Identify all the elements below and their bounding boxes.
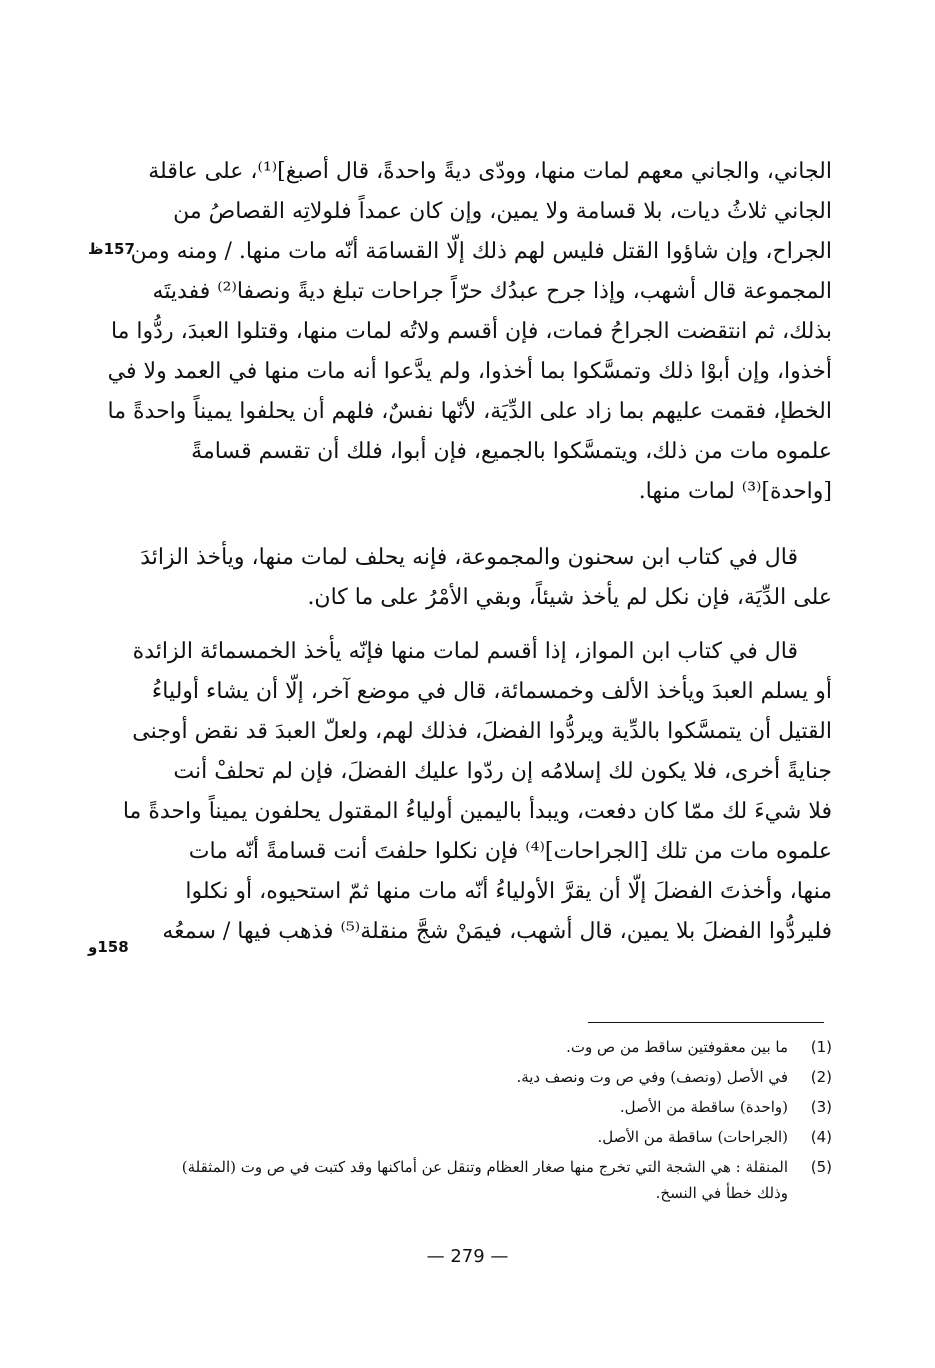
footnote (160, 1124, 832, 1150)
margin-folio-note: 158و (88, 938, 129, 956)
footnotes (160, 1034, 832, 1210)
margin-folio-note: 157ظ (88, 240, 135, 258)
footnote-text: في الأصل (ونصف) وفي ص وت ونصف دية. (516, 1068, 788, 1086)
footnote-text: (الجراحات) ساقطة من الأصل. (597, 1128, 788, 1146)
footnote-text: المنقلة : هي الشجة التي تخرج منها صغار العظام وتنقل عن أماكنها وقد كتبت في ص وت (المثقلة) وذلك خطأ في النسخ. (181, 1158, 788, 1202)
text-line: القتيل أن يتمسَّكوا بالدِّية ويردُّوا الفضلَ، فذلك لهم، ولعلّ العبدَ قد نقض أوجنى (132, 719, 832, 744)
footnote-number: (5) (810, 1158, 832, 1176)
text-line: قال في كتاب ابن المواز، إذا أقسم لمات منها فإنّه يأخذ الخمسمائة الزائدة (132, 639, 798, 664)
text-line: الجاني ثلاثُ ديات، بلا قسامة ولا يمين، وإن كان عمداً فلولاتِه القصاصُ من (173, 199, 832, 224)
text-line: علموه مات من تلك [الجراحات]⁽⁴⁾ فإن نكلوا حلفتَ أنت قسامةً أنّه مات (188, 839, 832, 864)
footnote-number: (1) (810, 1038, 832, 1056)
text-line: علموه مات من ذلك، ويتمسَّكوا بالجميع، فإن أبوا، فلك أن تقسم قسامةً (191, 439, 832, 464)
text-line: الجاني، والجاني معهم لمات منها، وودّى ديةً واحدةً، قال أصبغ]⁽¹⁾، على عاقلة (148, 159, 832, 184)
footnote-number: (2) (810, 1068, 832, 1086)
text-line: [واحدة]⁽³⁾ لمات منها. (638, 479, 832, 504)
paragraph-3 (122, 632, 832, 952)
text-line: منها، وأخذتَ الفضلَ إلّا أن يقرَّ الأولياءُ أنّه مات منها ثمّ استحيوه، أو نكلوا (185, 879, 832, 904)
footnote-number: (4) (810, 1128, 832, 1146)
footnote (160, 1034, 832, 1060)
footnote-separator (588, 1022, 824, 1023)
footnote (160, 1094, 832, 1120)
footnote-text: (واحدة) ساقطة من الأصل. (619, 1098, 788, 1116)
text-line: بذلك، ثم انتقضت الجراحُ فمات، فإن أقسم ولاتُه لمات منها، وقتلوا العبدَ، ردُّوا ما (110, 319, 832, 344)
text-line: الجراح، وإن شاؤوا القتل فليس لهم ذلك إلّا القسامَة أنّه مات منها. / ومنه ومن (130, 239, 832, 264)
paragraph-2 (140, 538, 832, 618)
text-line: قال في كتاب ابن سحنون والمجموعة، فإنه يحلف لمات منها، ويأخذ الزائدَ (140, 545, 798, 570)
text-line: على الدِّيَة، فإن نكل لم يأخذ شيئاً، وبقي الأمْرُ على ما كان. (307, 585, 832, 610)
footnote-number: (3) (810, 1098, 832, 1116)
text-line: أخذوا، وإن أبوْا ذلك وتمسَّكوا بما أخذوا، ولم يدَّعوا أنه مات منها في العمد ولا في (107, 359, 832, 384)
text-line: الخطإ، فقمت عليهم بما زاد على الدِّيَة، لأنّها نفسٌ، فلهم أن يحلفوا يميناً واحدةً ما (107, 399, 832, 424)
text-line: المجموعة قال أشهب، وإذا جرح عبدُك حرّاً جراحات تبلغ ديةً ونصفا⁽²⁾ ففديتَه (152, 279, 832, 304)
text-line: أو يسلم العبدَ ويأخذ الألف وخمسمائة، قال في موضع آخر، إلّا أن يشاء أولياءُ (151, 679, 832, 704)
footnote-text: ما بين معقوفتين ساقط من ص وت. (566, 1038, 788, 1056)
text-line: جنايةً أخرى، فلا يكون لك إسلامُه إن ردّوا عليك الفضلَ، فإن لم تحلفْ أنت (173, 759, 832, 784)
footnote (160, 1154, 832, 1206)
text-line: فلا شيءَ لك ممّا كان دفعت، ويبدأ باليمين أولياءُ المقتول يحلفون يميناً واحدةً ما (122, 799, 832, 824)
footnote (160, 1064, 832, 1090)
text-line: فليردُّوا الفضلَ بلا يمين، قال أشهب، فيمَنْ شجَّ منقلة⁽⁵⁾ فذهب فيها / سمعُه (162, 919, 832, 944)
page-number: — 279 — (426, 1246, 509, 1267)
